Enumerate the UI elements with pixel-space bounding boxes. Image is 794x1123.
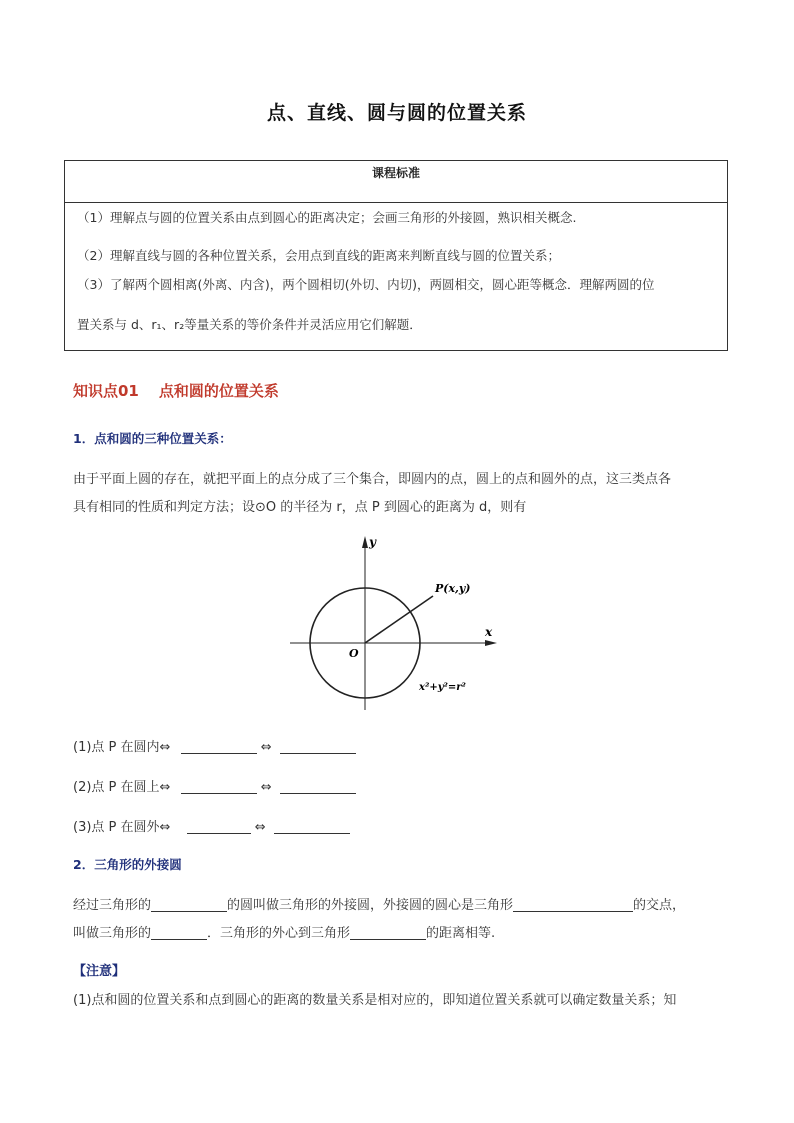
blank <box>513 897 633 912</box>
relation-inside <box>73 736 356 755</box>
course-standards-header: 课程标准 <box>65 161 727 203</box>
standard-item-1: （1）理解点与圆的位置关系由点到圆心的距离决定；会画三角形的外接圆，熟识相关概念. <box>77 210 577 225</box>
blank <box>350 925 426 940</box>
text-segment: 经过三角形的 <box>73 898 152 913</box>
blank <box>280 779 356 794</box>
y-axis-label: y <box>369 535 376 549</box>
relation-on-label: (2)点 P 在圆上⇔ <box>73 780 171 795</box>
section-title: 点和圆的位置关系 <box>158 382 279 400</box>
x-axis-label: x <box>485 625 493 639</box>
text-segment: 的交点， <box>633 898 686 913</box>
subheading-2: 2．三角形的外接圆 <box>73 857 182 872</box>
text-segment: 的距离相等. <box>426 926 496 941</box>
y-axis-arrow <box>362 536 368 548</box>
relation-outside <box>73 816 350 835</box>
text-segment: 的圆叫做三角形的外接圆，外接圆的圆心是三角形 <box>227 898 514 913</box>
note-line-1: (1)点和圆的位置关系和点到圆心的距离的数量关系是相对应的，即知道位置关系就可以确定数量关系；知 <box>73 993 677 1008</box>
page-title: 点、直线、圆与圆的位置关系 <box>266 102 527 124</box>
blank <box>151 925 207 940</box>
blank <box>151 897 227 912</box>
equivalence-symbol: ⇔ <box>254 820 266 835</box>
text-segment: 叫做三角形的 <box>73 926 152 941</box>
text-segment: ．三角形的外心到三角形 <box>207 926 351 941</box>
point-p-label: P(x,y) <box>435 582 471 595</box>
circumcircle-line-1 <box>73 894 685 913</box>
radius-line <box>365 596 433 643</box>
subheading-1: 1．点和圆的三种位置关系： <box>73 431 232 446</box>
blank <box>280 739 356 754</box>
paragraph-line-2: 具有相同的性质和判定方法；设⊙O 的半径为 r，点 P 到圆心的距离为 d，则有 <box>73 500 527 515</box>
blank <box>181 739 257 754</box>
relation-on <box>73 776 356 795</box>
circumcircle-line-2 <box>73 922 495 941</box>
origin-label: O <box>349 647 359 660</box>
circle-figure <box>285 532 505 717</box>
course-standards-box <box>64 160 728 351</box>
standard-item-3: （3）了解两个圆相离(外离、内含)，两个圆相切(外切、内切)，两圆相交，圆心距等概念．理解两圆的位 <box>77 277 655 292</box>
section-label: 知识点01 <box>73 382 139 400</box>
blank <box>187 819 251 834</box>
blank <box>274 819 350 834</box>
x-axis-arrow <box>485 640 497 646</box>
relation-outside-label: (3)点 P 在圆外⇔ <box>73 820 171 835</box>
note-header: 【注意】 <box>73 964 126 979</box>
equivalence-symbol: ⇔ <box>260 740 272 755</box>
circle-equation: x²+y²=r² <box>419 682 466 693</box>
equivalence-symbol: ⇔ <box>260 780 272 795</box>
relation-inside-label: (1)点 P 在圆内⇔ <box>73 740 171 755</box>
standard-item-2: （2）理解直线与圆的各种位置关系，会用点到直线的距离来判断直线与圆的位置关系； <box>77 248 560 263</box>
standard-item-4: 置关系与 d、r₁、r₂等量关系的等价条件并灵活应用它们解题． <box>77 317 422 332</box>
section-heading <box>73 380 279 401</box>
blank <box>181 779 257 794</box>
paragraph-line-1: 由于平面上圆的存在，就把平面上的点分成了三个集合，即圆内的点，圆上的点和圆外的点，这三类点各 <box>73 472 672 487</box>
